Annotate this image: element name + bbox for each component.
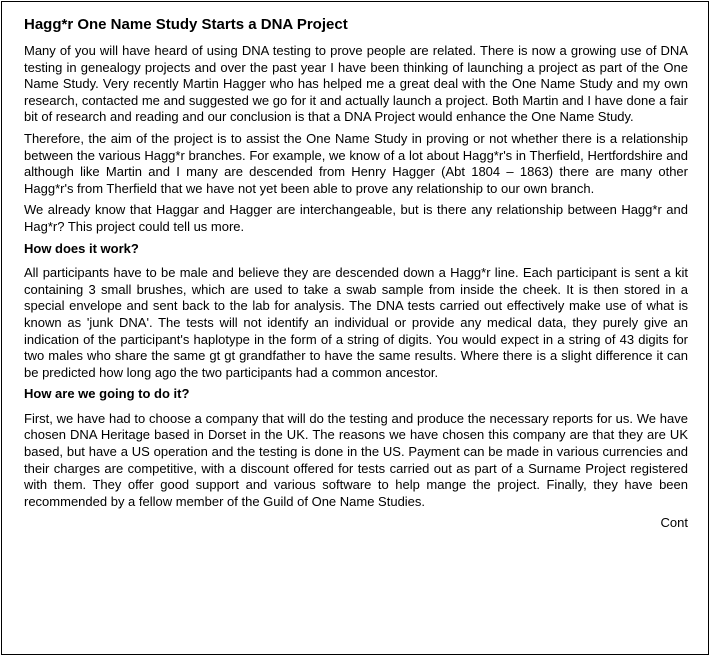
intro-paragraph-3: We already know that Haggar and Hagger are interchangeable, but is there any relationship between Hagg*r and Hag*r? This project could tell us more.	[24, 202, 688, 234]
article-title: Hagg*r One Name Study Starts a DNA Project	[24, 16, 348, 33]
section-heading-how-it-works: How does it work?	[24, 240, 139, 256]
continued-label: Cont	[660, 515, 688, 531]
section-body-how-it-works: All participants have to be male and believe they are descended down a Hagg*r line. Each participant is sent a kit containing 3 small brushes, which are used to take a swab sample from inside the cheek. It is then stored in a special envelope and sent back to the lab for analysis. The DNA tests carried out effectively make use of what is known as 'junk DNA'. The tests will not identify an individual or provide any medical data, they purely give an indication of the participant's haplotype in the form of a string of digits. You would expect in a string of 43 digits for two males who share the same gt gt grandfather to have the same results. Where there is a slight difference it can be predicted how long ago the two participants had a common ancestor.	[24, 265, 688, 380]
article-page	[1, 1, 709, 655]
intro-paragraph-2: Therefore, the aim of the project is to assist the One Name Study in proving or not whether there is a relationship between the various Hagg*r branches. For example, we know of a lot about Hagg*r's in Therfield, Hertfordshire and although like Martin and I many are descended from Henry Hagger (Abt 1804 – 1863) there are many other Hagg*r's from Therfield that we have not yet been able to prove any relationship to our own branch.	[24, 130, 688, 196]
section-body-how-we-do-it: First, we have had to choose a company that will do the testing and produce the necessary reports for us. We have chosen DNA Heritage based in Dorset in the UK. The reasons we have chosen this company are that they are UK based, but have a US operation and the testing is done in the US. Payment can be made in various currencies and their charges are competitive, with a discount offered for tests carried out as part of a Surname Project registered with them. They offer good support and various software to help mange the project. Finally, they have been recommended by a fellow member of the Guild of One Name Studies.	[24, 410, 688, 509]
intro-paragraph-1: Many of you will have heard of using DNA testing to prove people are related. There is now a growing use of DNA testing in genealogy projects and over the past year I have been thinking of launching a project as part of the One Name Study. Very recently Martin Hagger who has helped me a great deal with the One Name Study and my own research, contacted me and suggested we go for it and actually launch a project. Both Martin and I have done a fair bit of research and reading and our conclusion is that a DNA Project would enhance the One Name Study.	[24, 43, 688, 125]
section-heading-how-we-do-it: How are we going to do it?	[24, 386, 190, 402]
